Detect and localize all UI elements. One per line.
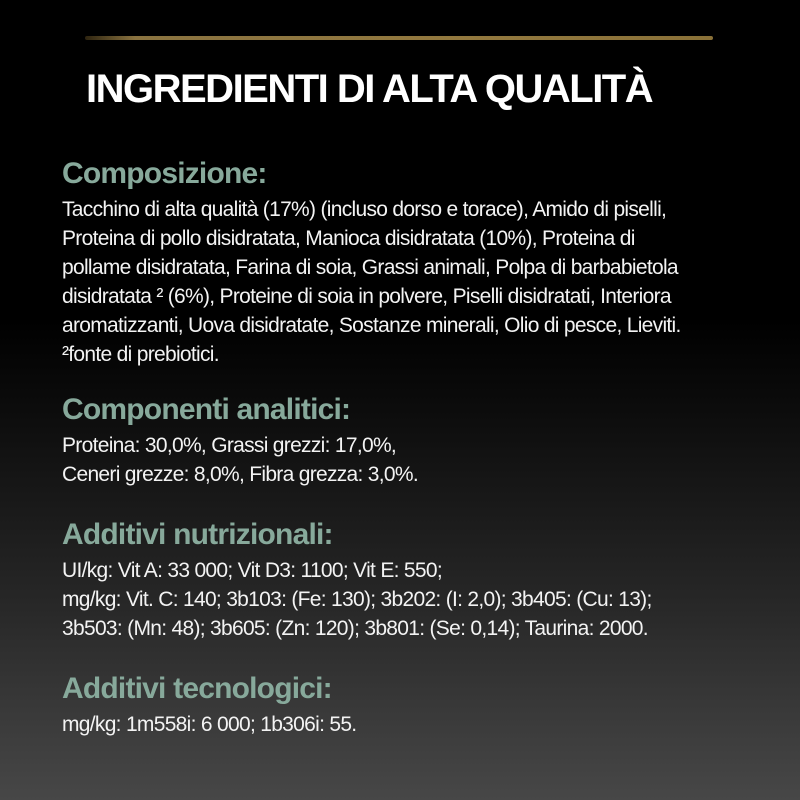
section-additivi-tecnologici	[62, 671, 770, 739]
ingredients-line: disidratata ² (6%), Proteine di soia in polvere, Piselli disidratati, Interiora	[62, 285, 671, 308]
ingredients-line: aromatizzanti, Uova disidratate, Sostanze minerali, Olio di pesce, Lieviti.	[62, 314, 681, 337]
composizione-heading: Composizione:	[62, 157, 267, 190]
ingredients-line: Tacchino di alta qualità (17%) (incluso dorso e torace), Amido di piselli,	[62, 198, 667, 221]
componenti-analitici-body	[62, 431, 770, 489]
componenti-analitici-heading: Componenti analitici:	[62, 393, 351, 426]
prebiotics-footnote: ²fonte di prebiotici.	[62, 343, 219, 366]
nutritional-additives-line: 3b503: (Mn: 48); 3b605: (Zn: 120); 3b801: (Se: 0,14); Taurina: 2000.	[62, 617, 648, 640]
gold-accent-divider	[85, 36, 713, 40]
composizione-body	[62, 195, 770, 369]
section-composizione	[62, 156, 770, 369]
ingredients-line: pollame disidratata, Farina di soia, Grassi animali, Polpa di barbabietola	[62, 256, 678, 279]
nutritional-additives-line: mg/kg: Vit. C: 140; 3b103: (Fe: 130); 3b202: (I: 2,0); 3b405: (Cu: 13);	[62, 588, 652, 611]
analytical-line: Ceneri grezze: 8,0%, Fibra grezza: 3,0%.	[62, 463, 419, 486]
nutritional-additives-line: UI/kg: Vit A: 33 000; Vit D3: 1100; Vit E: 550;	[62, 559, 442, 582]
additivi-nutrizionali-heading: Additivi nutrizionali:	[62, 518, 333, 551]
section-additivi-nutrizionali	[62, 517, 770, 643]
technological-additives-line: mg/kg: 1m558i: 6 000; 1b306i: 55.	[62, 713, 357, 736]
page-title: INGREDIENTI DI ALTA QUALITÀ	[86, 67, 653, 111]
additivi-tecnologici-heading: Additivi tecnologici:	[62, 672, 332, 705]
additivi-nutrizionali-body	[62, 556, 770, 643]
ingredients-line: Proteina di pollo disidratata, Manioca disidratata (10%), Proteina di	[62, 227, 635, 250]
additivi-tecnologici-body	[62, 710, 770, 739]
section-componenti-analitici	[62, 392, 770, 489]
analytical-line: Proteina: 30,0%, Grassi grezzi: 17,0%,	[62, 434, 397, 457]
